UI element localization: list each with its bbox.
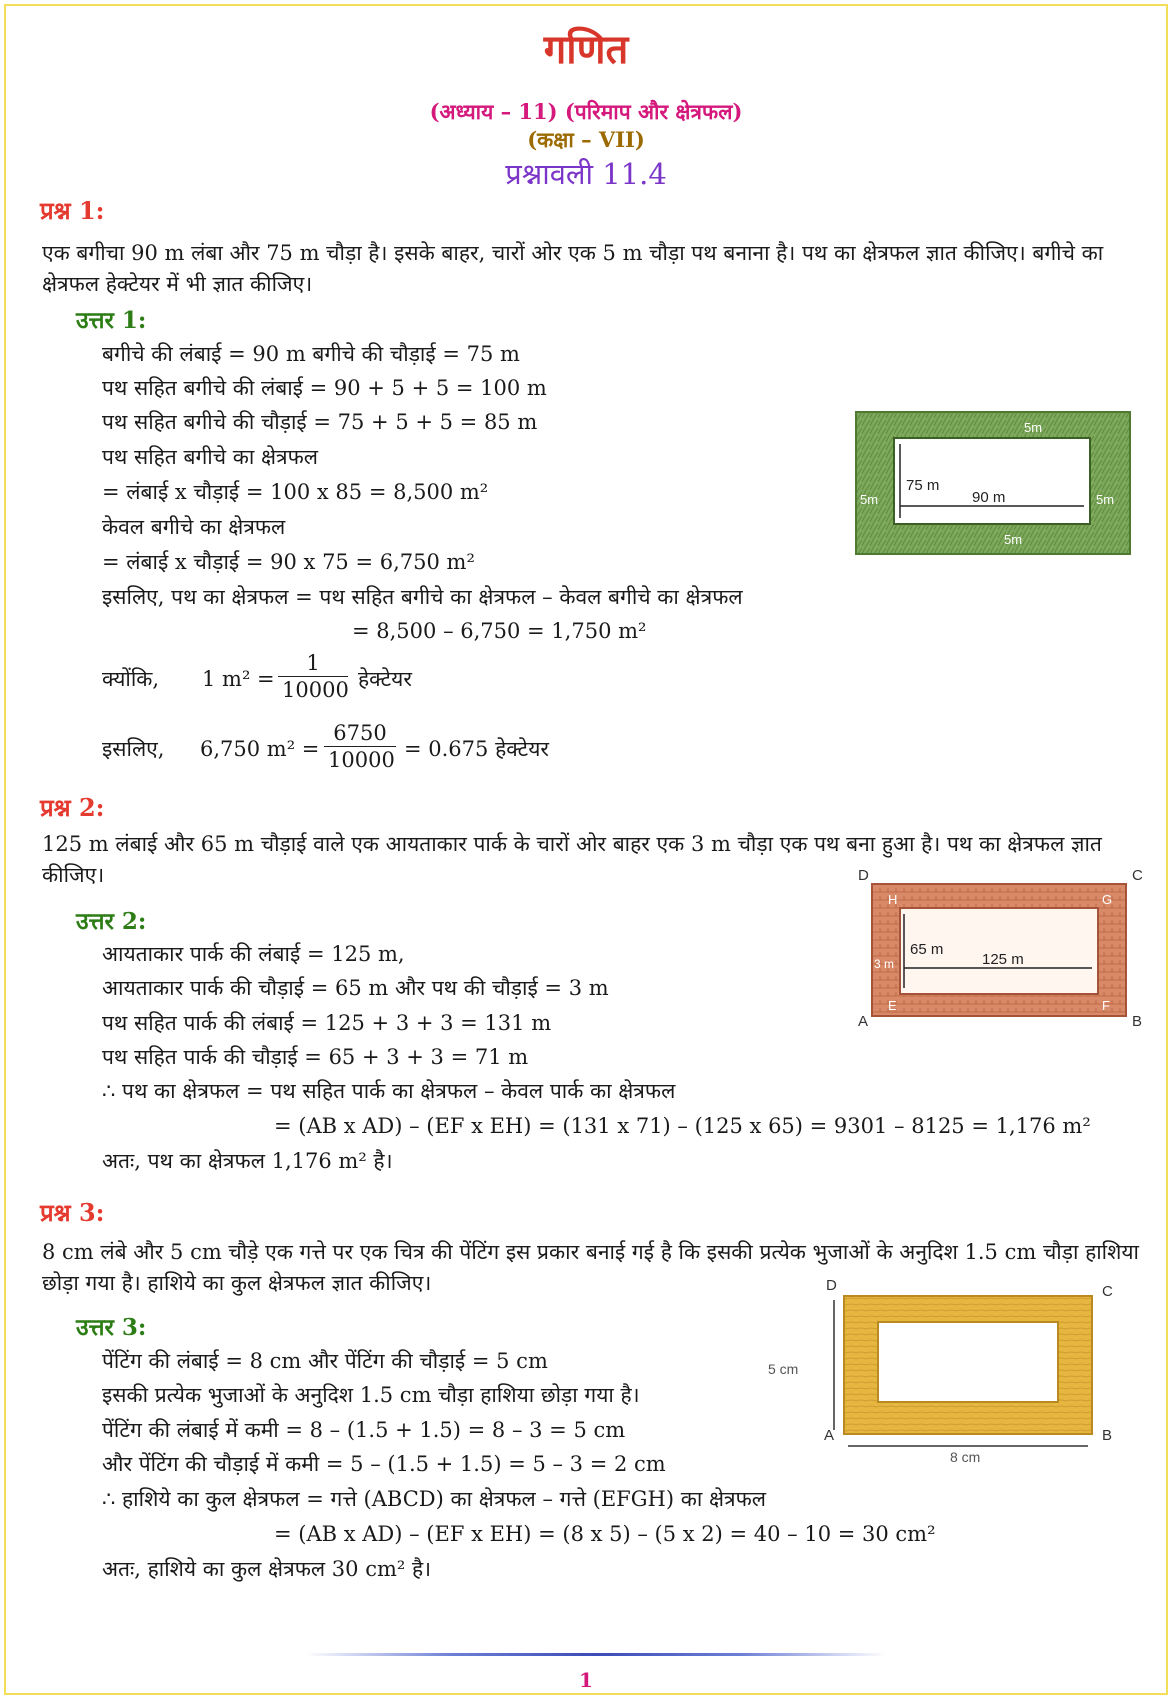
answer-2-line: आयताकार पार्क की चौड़ाई = 65 m और पथ की चौड़ाई = 3 m [102,976,609,1000]
question-3-heading: प्रश्न 3: [40,1198,105,1227]
answer-2-line: अतः, पथ का क्षेत्रफल 1,176 m² है। [102,1149,393,1173]
fraction-1-lhs: 1 m² = [202,667,275,691]
question-2-heading: प्रश्न 2: [40,793,105,822]
cardboard-vertex-c: C [1102,1283,1113,1300]
footer-divider [306,1653,886,1656]
cardboard-width-label: 8 cm [950,1449,981,1464]
park-figure [852,864,1152,1030]
painting-vertex-h: H [884,1327,895,1343]
answer-1-line: = 8,500 – 6,750 = 1,750 m² [352,619,647,643]
question-3-text: 8 cm लंबे और 5 cm चौड़े एक गत्ते पर एक चित्र की पेंटिंग इस प्रकार बनाई गई है कि इसकी प्रत्येक भुजाओं के अनुदिश 1.5 cm चौड़ा हाशिया छोड़ा गया है। हाशिये का कुल क्षेत्रफल ज्ञात कीजिए। [42,1240,1139,1295]
answer-2-heading: उत्तर 2: [76,908,147,935]
answer-3-line: पेंटिंग की लंबाई = 8 cm और पेंटिंग की चौड़ाई = 5 cm [102,1349,548,1373]
answer-3-line: = (AB x AD) – (EF x EH) = (8 x 5) – (5 x 2) = 40 – 10 = 30 cm² [274,1522,936,1546]
fraction-2 [324,720,396,773]
answer-2-line: पथ सहित पार्क की लंबाई = 125 + 3 + 3 = 131 m [102,1011,552,1035]
answer-1-line: बगीचे की लंबाई = 90 m बगीचे की चौड़ाई = 75 m [102,342,520,366]
park-vertex-f: F [1102,998,1110,1013]
fraction-1-numerator: 1 [278,650,348,677]
cardboard-vertex-b: B [1102,1427,1113,1444]
park-inner-width-label: 125 m [982,951,1024,968]
painting-vertex-e: E [884,1383,894,1399]
page [4,4,1168,1695]
answer-3-line: अतः, हाशिये का कुल क्षेत्रफल 30 cm² है। [102,1557,432,1581]
answer-1-line: पथ सहित बगीचे की लंबाई = 90 + 5 + 5 = 100 m [102,376,547,400]
answer-1-line: = लंबाई x चौड़ाई = 100 x 85 = 8,500 m² [102,480,489,504]
painting-vertex-g: G [1042,1327,1053,1343]
park-vertex-e: E [888,998,897,1013]
cardboard-figure [766,1278,1136,1464]
fraction-2-numerator: 6750 [324,720,396,747]
answer-1-line: = लंबाई x चौड़ाई = 90 x 75 = 6,750 m² [102,550,475,574]
question-1-text: एक बगीचा 90 m लंबा और 75 m चौड़ा है। इसके बाहर, चारों ओर एक 5 m चौड़ा पथ बनाना है। पथ का क्षेत्रफल ज्ञात कीजिए। बगीचे का क्षेत्रफल हेक्टेयर में भी ज्ञात कीजिए। [42,241,1104,296]
fraction-2-prefix: इसलिए, [102,737,165,761]
answer-1-line: इसलिए, पथ का क्षेत्रफल = पथ सहित बगीचे का क्षेत्रफल – केवल बगीचे का क्षेत्रफल [102,585,743,609]
answer-3-line: ∴ हाशिये का कुल क्षेत्रफल = गत्ते (ABCD) का क्षेत्रफल – गत्ते (EFGH) का क्षेत्रफल [102,1487,767,1511]
answer-2-line: आयताकार पार्क की लंबाई = 125 m, [102,942,405,966]
fraction-2-suffix: = 0.675 हेक्टेयर [404,737,550,761]
answer-2-line: = (AB x AD) – (EF x EH) = (131 x 71) – (125 x 65) = 9301 – 8125 = 1,176 m² [274,1114,1091,1138]
garden-figure [854,410,1132,556]
answer-1-line: केवल बगीचे का क्षेत्रफल [102,515,286,539]
garden-path-top-label: 5m [1024,420,1043,435]
answer-2-line: ∴ पथ का क्षेत्रफल = पथ सहित पार्क का क्षेत्रफल – केवल पार्क का क्षेत्रफल [102,1079,676,1103]
painting-vertex-f: F [1042,1383,1051,1399]
cardboard-vertex-d: D [826,1278,837,1294]
page-title: गणित [543,26,629,73]
answer-3-heading: उत्तर 3: [76,1314,147,1341]
garden-inner-width-label: 90 m [972,489,1006,506]
park-vertex-g: G [1102,892,1113,907]
answer-1-line: पथ सहित बगीचे की चौड़ाई = 75 + 5 + 5 = 85 m [102,410,538,434]
park-vertex-c: C [1132,867,1143,884]
fraction-1-suffix: हेक्टेयर [358,667,412,691]
park-inner-height-label: 65 m [910,941,944,958]
answer-1-heading: उत्तर 1: [76,307,147,334]
exercise-heading: प्रश्नावली 11.4 [505,157,667,191]
park-vertex-h: H [888,892,898,907]
answer-3-line: इसकी प्रत्येक भुजाओं के अनुदिश 1.5 cm चौड़ा हाशिया छोड़ा गया है। [102,1383,640,1407]
park-vertex-a: A [858,1013,869,1030]
answer-1-line: पथ सहित बगीचे का क्षेत्रफल [102,445,319,469]
park-vertex-d: D [858,867,869,884]
fraction-2-lhs: 6,750 m² = [200,737,320,761]
fraction-1-denominator: 10000 [282,678,349,702]
garden-path-bottom-label: 5m [1004,532,1023,547]
park-path-label: 3 m [874,957,895,971]
class-heading: (कक्षा – VII) [527,127,645,152]
fraction-1 [278,650,348,703]
fraction-2-denominator: 10000 [328,748,395,772]
page-number: 1 [579,1668,593,1692]
garden-path-right-label: 5m [1096,492,1115,507]
garden-inner-height-label: 75 m [906,477,940,494]
fraction-1-prefix: क्योंकि, [102,667,160,691]
cardboard-height-label: 5 cm [768,1361,799,1377]
answer-3-line: पेंटिंग की लंबाई में कमी = 8 – (1.5 + 1.5) = 8 – 3 = 5 cm [102,1418,626,1442]
park-vertex-b: B [1132,1013,1143,1030]
garden-path-left-label: 5m [860,492,879,507]
answer-3-line: और पेंटिंग की चौड़ाई में कमी = 5 – (1.5 + 1.5) = 5 – 3 = 2 cm [102,1452,666,1476]
painting-inner-rect [878,1322,1058,1402]
answer-2-line: पथ सहित पार्क की चौड़ाई = 65 + 3 + 3 = 71 m [102,1045,529,1069]
question-2-text: 125 m लंबाई और 65 m चौड़ाई वाले एक आयताकार पार्क के चारों ओर बाहर एक 3 m चौड़ा एक पथ बना हुआ है। पथ का क्षेत्रफल ज्ञात कीजिए। [42,832,1102,887]
cardboard-vertex-a: A [824,1427,835,1444]
chapter-heading: (अध्याय – 11) (परिमाप और क्षेत्रफल) [429,99,743,124]
question-1-heading: प्रश्न 1: [40,196,105,225]
